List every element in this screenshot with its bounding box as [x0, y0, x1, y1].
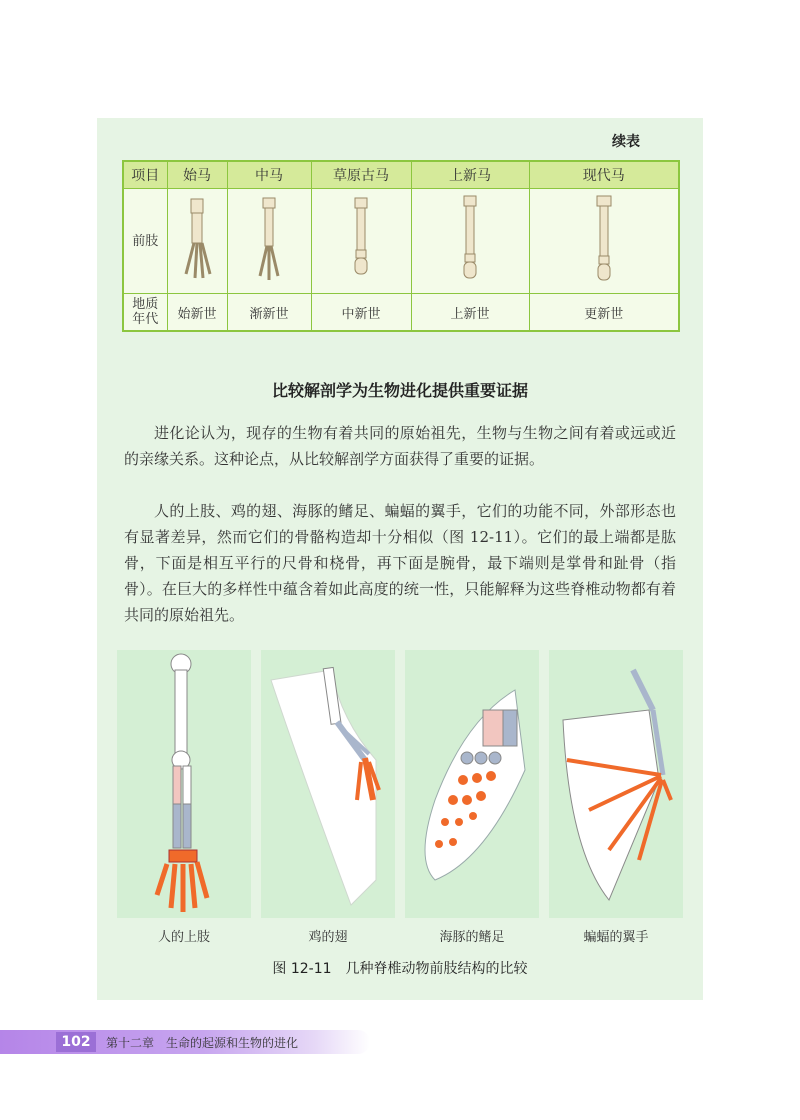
figure-chicken-wing	[261, 650, 395, 918]
figure-human-arm	[117, 650, 251, 918]
header-item: 项目	[123, 161, 167, 189]
equus-limb-image	[584, 194, 624, 284]
caption-chicken-wing: 鸡的翅	[308, 930, 348, 945]
era-0: 始新世	[167, 294, 227, 332]
caption-human-arm: 人的上肢	[157, 930, 210, 945]
human-arm-image	[117, 650, 251, 918]
pliohippus-limb-image	[450, 194, 490, 284]
limb-eohippus	[167, 189, 227, 294]
table-header-row	[123, 161, 679, 189]
paragraph-1: 进化论认为，现存的生物有着共同的原始祖先，生物与生物之间有着或远或近的亲缘关系。这种论点，从比较解剖学方面获得了重要的证据。	[124, 424, 676, 468]
table-row-era	[123, 294, 679, 332]
dolphin-flipper-image	[405, 650, 539, 918]
paragraph-2: 人的上肢、鸡的翅、海豚的鳍足、蝙蝠的翼手，它们的功能不同，外部形态也有显著差异，然而它们的骨骼构造却十分相似（图 12-11）。它们的最上端都是肱骨，下面是相互平行的尺骨和桡骨，再下面是腕骨，最下端则是掌骨和趾骨（指骨）。在巨大的多样性中蕴含着如此高度的统一性，只能解释为这些脊椎动物都有着共同的原始祖先。	[124, 502, 676, 624]
limb-pliohippus	[411, 189, 529, 294]
figure-dolphin-flipper	[405, 650, 539, 918]
era-4: 更新世	[529, 294, 679, 332]
chicken-wing-image	[261, 650, 395, 918]
header-col-3: 上新马	[411, 161, 529, 189]
header-col-0: 始马	[167, 161, 227, 189]
header-col-1: 中马	[227, 161, 311, 189]
era-2: 中新世	[311, 294, 411, 332]
era-1: 渐新世	[227, 294, 311, 332]
section-title: 比较解剖学为生物进化提供重要证据	[271, 381, 528, 400]
limb-equus	[529, 189, 679, 294]
horse-evolution-table	[122, 160, 680, 332]
header-col-4: 现代马	[529, 161, 679, 189]
era-3: 上新世	[411, 294, 529, 332]
header-col-2: 草原古马	[311, 161, 411, 189]
page-number: 102	[56, 1032, 96, 1052]
chapter-title: 第十二章 生命的起源和生物的进化	[106, 1036, 299, 1050]
continued-label: 续表	[612, 134, 640, 150]
row-label-era-line1: 地质	[132, 297, 159, 312]
figure-title: 图 12-11 几种脊椎动物前肢结构的比较	[272, 961, 528, 977]
mesohippus-limb-image	[249, 194, 289, 284]
merychippus-limb-image	[341, 194, 381, 284]
caption-bat-wing: 蝙蝠的翼手	[583, 930, 649, 945]
bat-wing-image	[549, 650, 683, 918]
table-row-forelimb	[123, 189, 679, 294]
limb-mesohippus	[227, 189, 311, 294]
figure-bat-wing	[549, 650, 683, 918]
eohippus-limb-image	[177, 194, 217, 284]
limb-merychippus	[311, 189, 411, 294]
caption-dolphin-flipper: 海豚的鳍足	[439, 930, 505, 945]
row-label-era	[123, 294, 167, 332]
row-label-forelimb: 前肢	[123, 189, 167, 294]
row-label-era-line2: 年代	[132, 312, 159, 327]
